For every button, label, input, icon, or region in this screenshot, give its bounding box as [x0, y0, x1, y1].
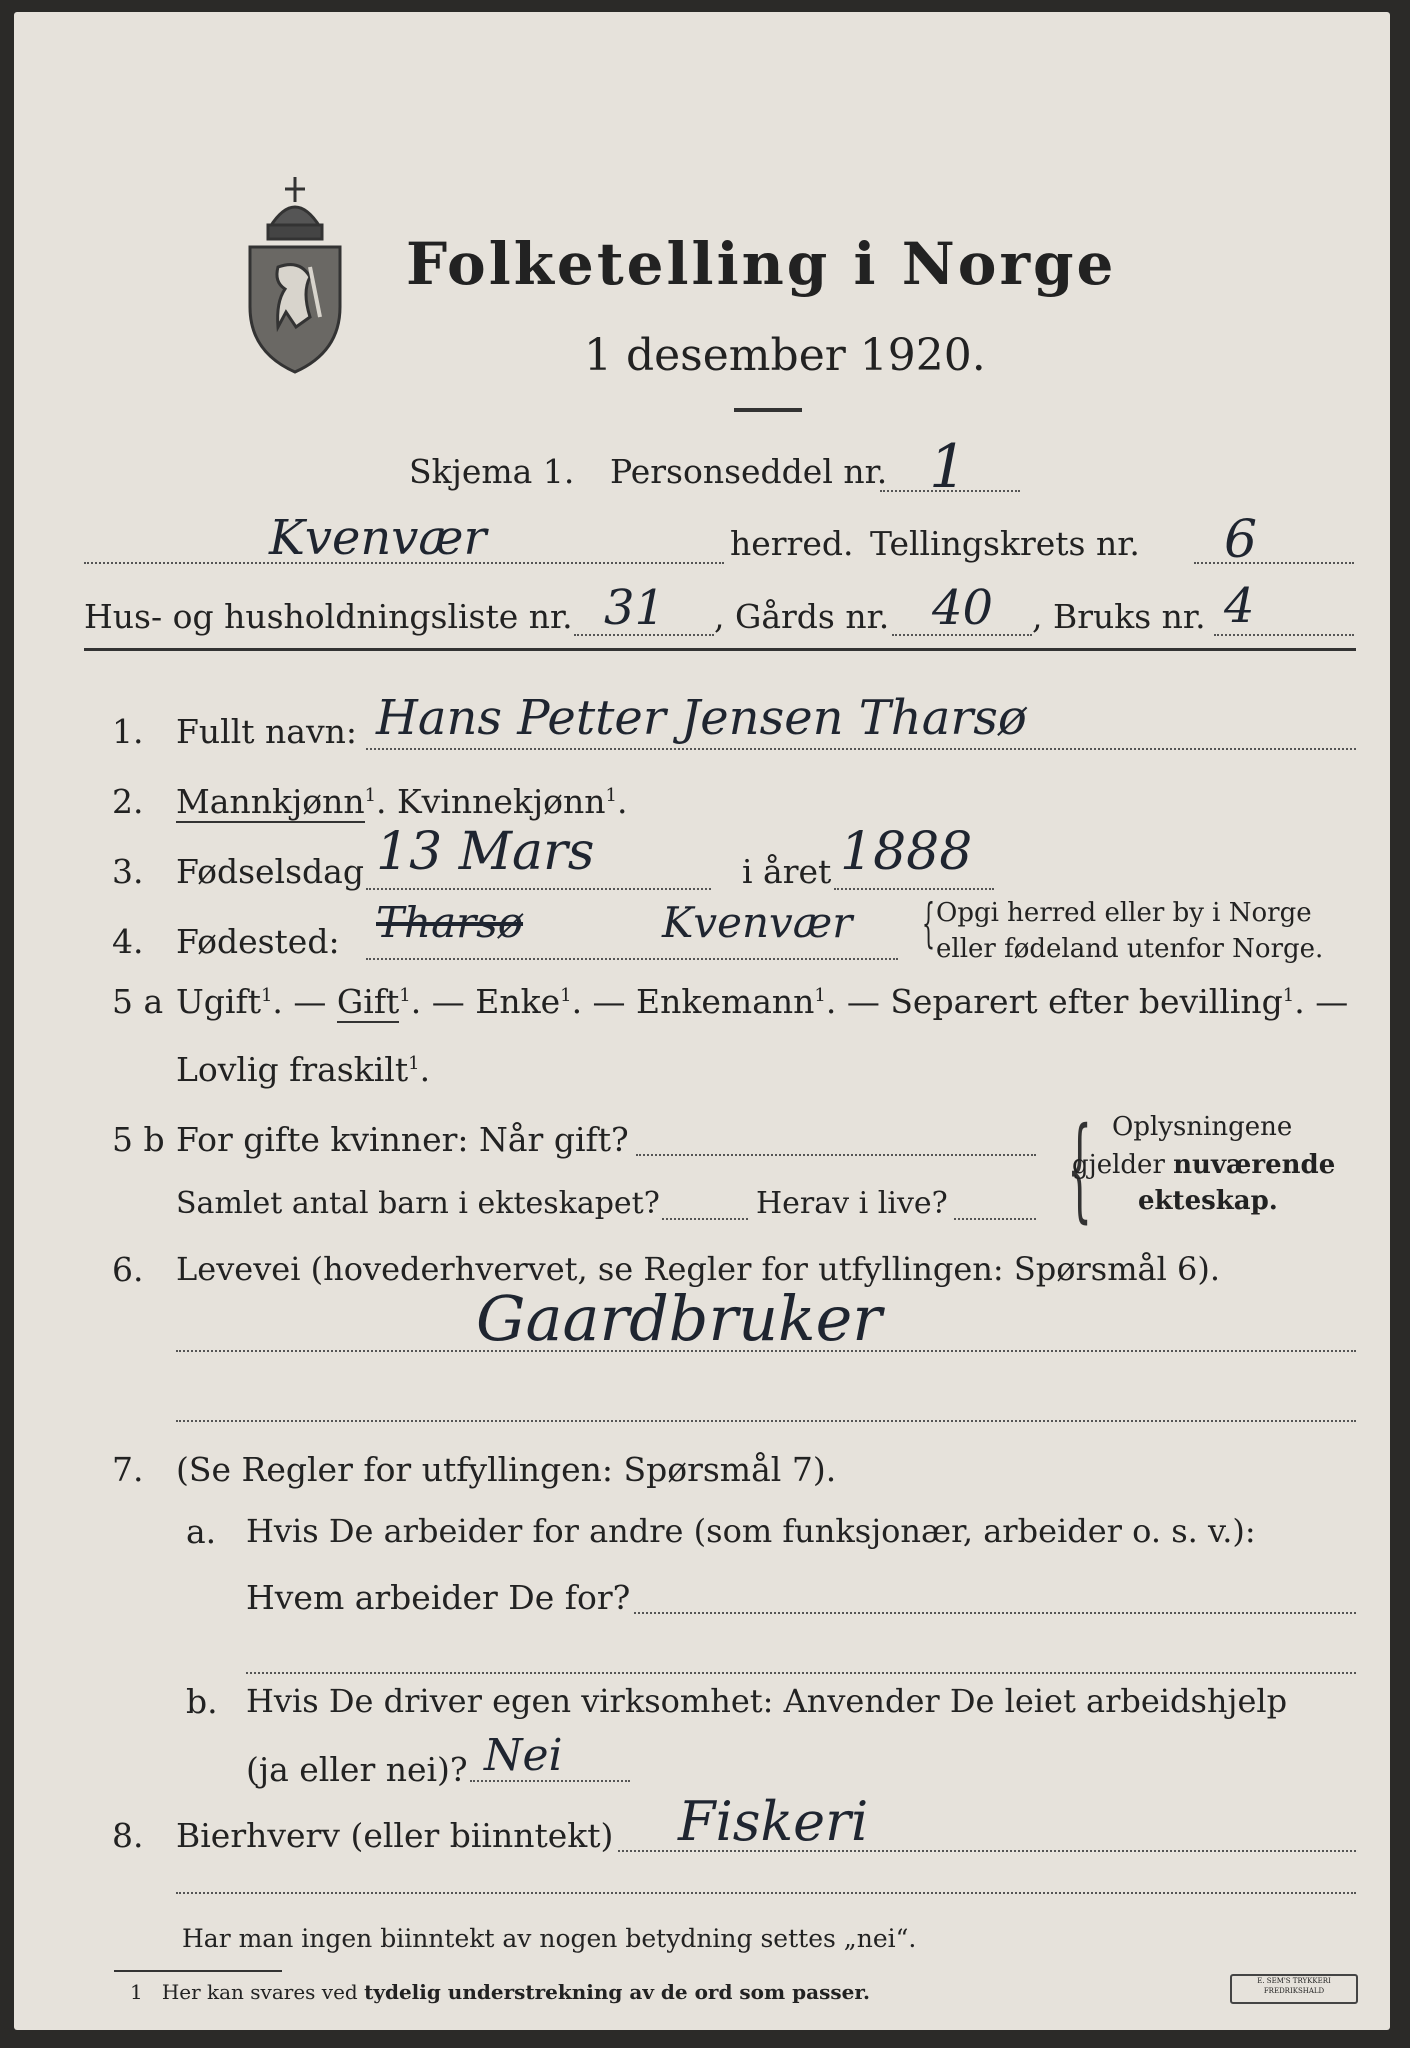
footnote: 1 Her kan svares ved tydelig understrekning av de ord som passer.	[130, 1980, 870, 2004]
q1-label: Fullt navn:	[176, 712, 357, 751]
employer-line1	[634, 1612, 1356, 1614]
birthplace-struck-value: Tharsø	[376, 898, 524, 947]
bruks-line	[1214, 634, 1354, 636]
occupation-line2	[176, 1420, 1356, 1422]
q7b-line2: (ja eller nei)?	[246, 1750, 468, 1789]
gender-options: Mannkjønn$^1$. Kvinnekjønn$^1$.	[176, 782, 628, 821]
side-income-value: Fiskeri	[678, 1790, 869, 1853]
q3-label: Fødselsdag	[176, 852, 364, 891]
title-divider	[734, 408, 802, 412]
birthplace-line	[366, 958, 898, 960]
alive-line	[954, 1218, 1036, 1220]
q4-label: Fødested:	[176, 922, 340, 961]
enkemann-option: Enkemann	[636, 982, 815, 1021]
q5b-children-label: Samlet antal barn i ekteskapet?	[176, 1186, 660, 1221]
q5b-number: 5 b	[112, 1120, 165, 1159]
q5b-note-brace: {	[1067, 1104, 1093, 1234]
year-label: i året	[742, 852, 832, 891]
q5b-note-line3: ekteskap.	[1138, 1186, 1278, 1216]
birthday-value: 13 Mars	[376, 822, 595, 882]
hired-help-value: Nei	[484, 1730, 563, 1781]
section-divider	[84, 648, 1356, 651]
gards-label: , Gårds nr.	[714, 597, 890, 636]
printer-stamp: E. SEM'S TRYKKERI FREDRIKSHALD	[1230, 1974, 1358, 2004]
personseddel-value: 1	[929, 432, 968, 502]
q5b-note-line2: gjelder nuværende	[1072, 1150, 1336, 1180]
occupation-value: Gaardbruker	[476, 1282, 882, 1355]
q1-number: 1.	[112, 712, 144, 751]
employer-line2	[246, 1672, 1356, 1674]
q8-number: 8.	[112, 1816, 144, 1855]
when-married-line	[636, 1154, 1036, 1156]
fraskilt-option-line: Lovlig fraskilt$^1$.	[176, 1050, 431, 1089]
marital-status-options: Ugift$^1$. — Gift$^1$. — Enke$^1$. — Enkemann$^1$. — Separert efter bevilling$^1$. —	[176, 982, 1349, 1021]
footnote-divider	[114, 1970, 282, 1972]
enke-option: Enke	[475, 982, 561, 1021]
q8-label: Bierhverv (eller biinntekt)	[176, 1816, 614, 1855]
birthplace-note-brace: {	[921, 894, 936, 954]
male-option: Mannkjønn	[176, 782, 365, 821]
husliste-value: 31	[604, 580, 666, 636]
q7a-letter: a.	[186, 1512, 217, 1551]
form-title: Folketelling i Norge	[406, 230, 1117, 298]
ugift-option: Ugift	[176, 982, 261, 1021]
census-form	[14, 12, 1390, 2030]
bruks-value: 4	[1224, 578, 1255, 634]
q6-number: 6.	[112, 1250, 144, 1289]
q1-line	[366, 748, 1356, 750]
female-option: Kvinnekjønn	[397, 782, 606, 821]
herred-value: Kvenvær	[269, 510, 487, 566]
full-name-value: Hans Petter Jensen Tharsø	[376, 690, 1027, 746]
census-date: 1 desember 1920.	[584, 330, 986, 381]
q7b-letter: b.	[186, 1682, 218, 1721]
birthplace-note-line1: Opgi herred eller by i Norge	[936, 898, 1312, 928]
year-line	[834, 888, 994, 890]
q4-number: 4.	[112, 922, 144, 961]
tellingskrets-label: Tellingskrets nr.	[870, 524, 1140, 563]
q7-number: 7.	[112, 1450, 144, 1489]
q7a-line2: Hvem arbeider De for?	[246, 1578, 631, 1617]
tellingskrets-line	[1194, 562, 1354, 564]
footer-note: Har man ingen biinntekt av nogen betydning settes „nei“.	[182, 1924, 917, 1953]
q5a-number: 5 a	[112, 982, 164, 1021]
gards-value: 40	[932, 580, 994, 636]
husliste-label: Hus- og husholdningsliste nr.	[84, 597, 573, 636]
q2-number: 2.	[112, 782, 144, 821]
herred-label: herred.	[730, 524, 854, 563]
q5b-line1: For gifte kvinner: Når gift?	[176, 1120, 629, 1159]
personseddel-label: Personseddel nr.	[610, 452, 888, 491]
q7a-line1: Hvis De arbeider for andre (som funksjonær, arbeider o. s. v.):	[246, 1512, 1256, 1550]
gift-option: Gift	[336, 982, 400, 1021]
q7-label: (Se Regler for utfyllingen: Spørsmål 7).	[176, 1450, 837, 1489]
children-line	[662, 1218, 748, 1220]
q5b-note-line1: Oplysningene	[1112, 1112, 1293, 1142]
bruks-label: , Bruks nr.	[1032, 597, 1206, 636]
q6-label: Levevei (hovederhvervet, se Regler for utfyllingen: Spørsmål 6).	[176, 1250, 1221, 1288]
side-income-line2	[176, 1892, 1356, 1894]
birthplace-note-line2: eller fødeland utenfor Norge.	[936, 934, 1324, 964]
tellingskrets-value: 6	[1224, 510, 1258, 570]
schema-label: Skjema 1.	[409, 452, 575, 491]
birthday-line	[366, 888, 711, 890]
birthplace-value: Kvenvær	[662, 898, 853, 947]
q5b-alive-label: Herav i live?	[756, 1186, 948, 1221]
norwegian-coat-of-arms-icon	[240, 167, 350, 382]
birth-year-value: 1888	[840, 822, 973, 882]
separert-option: Separert efter bevilling	[890, 982, 1283, 1021]
fraskilt-option: Lovlig fraskilt	[176, 1050, 409, 1089]
q7b-line1: Hvis De driver egen virksomhet: Anvender De leiet arbeidshjelp	[246, 1682, 1288, 1720]
occupation-line1	[176, 1350, 1356, 1352]
q3-number: 3.	[112, 852, 144, 891]
